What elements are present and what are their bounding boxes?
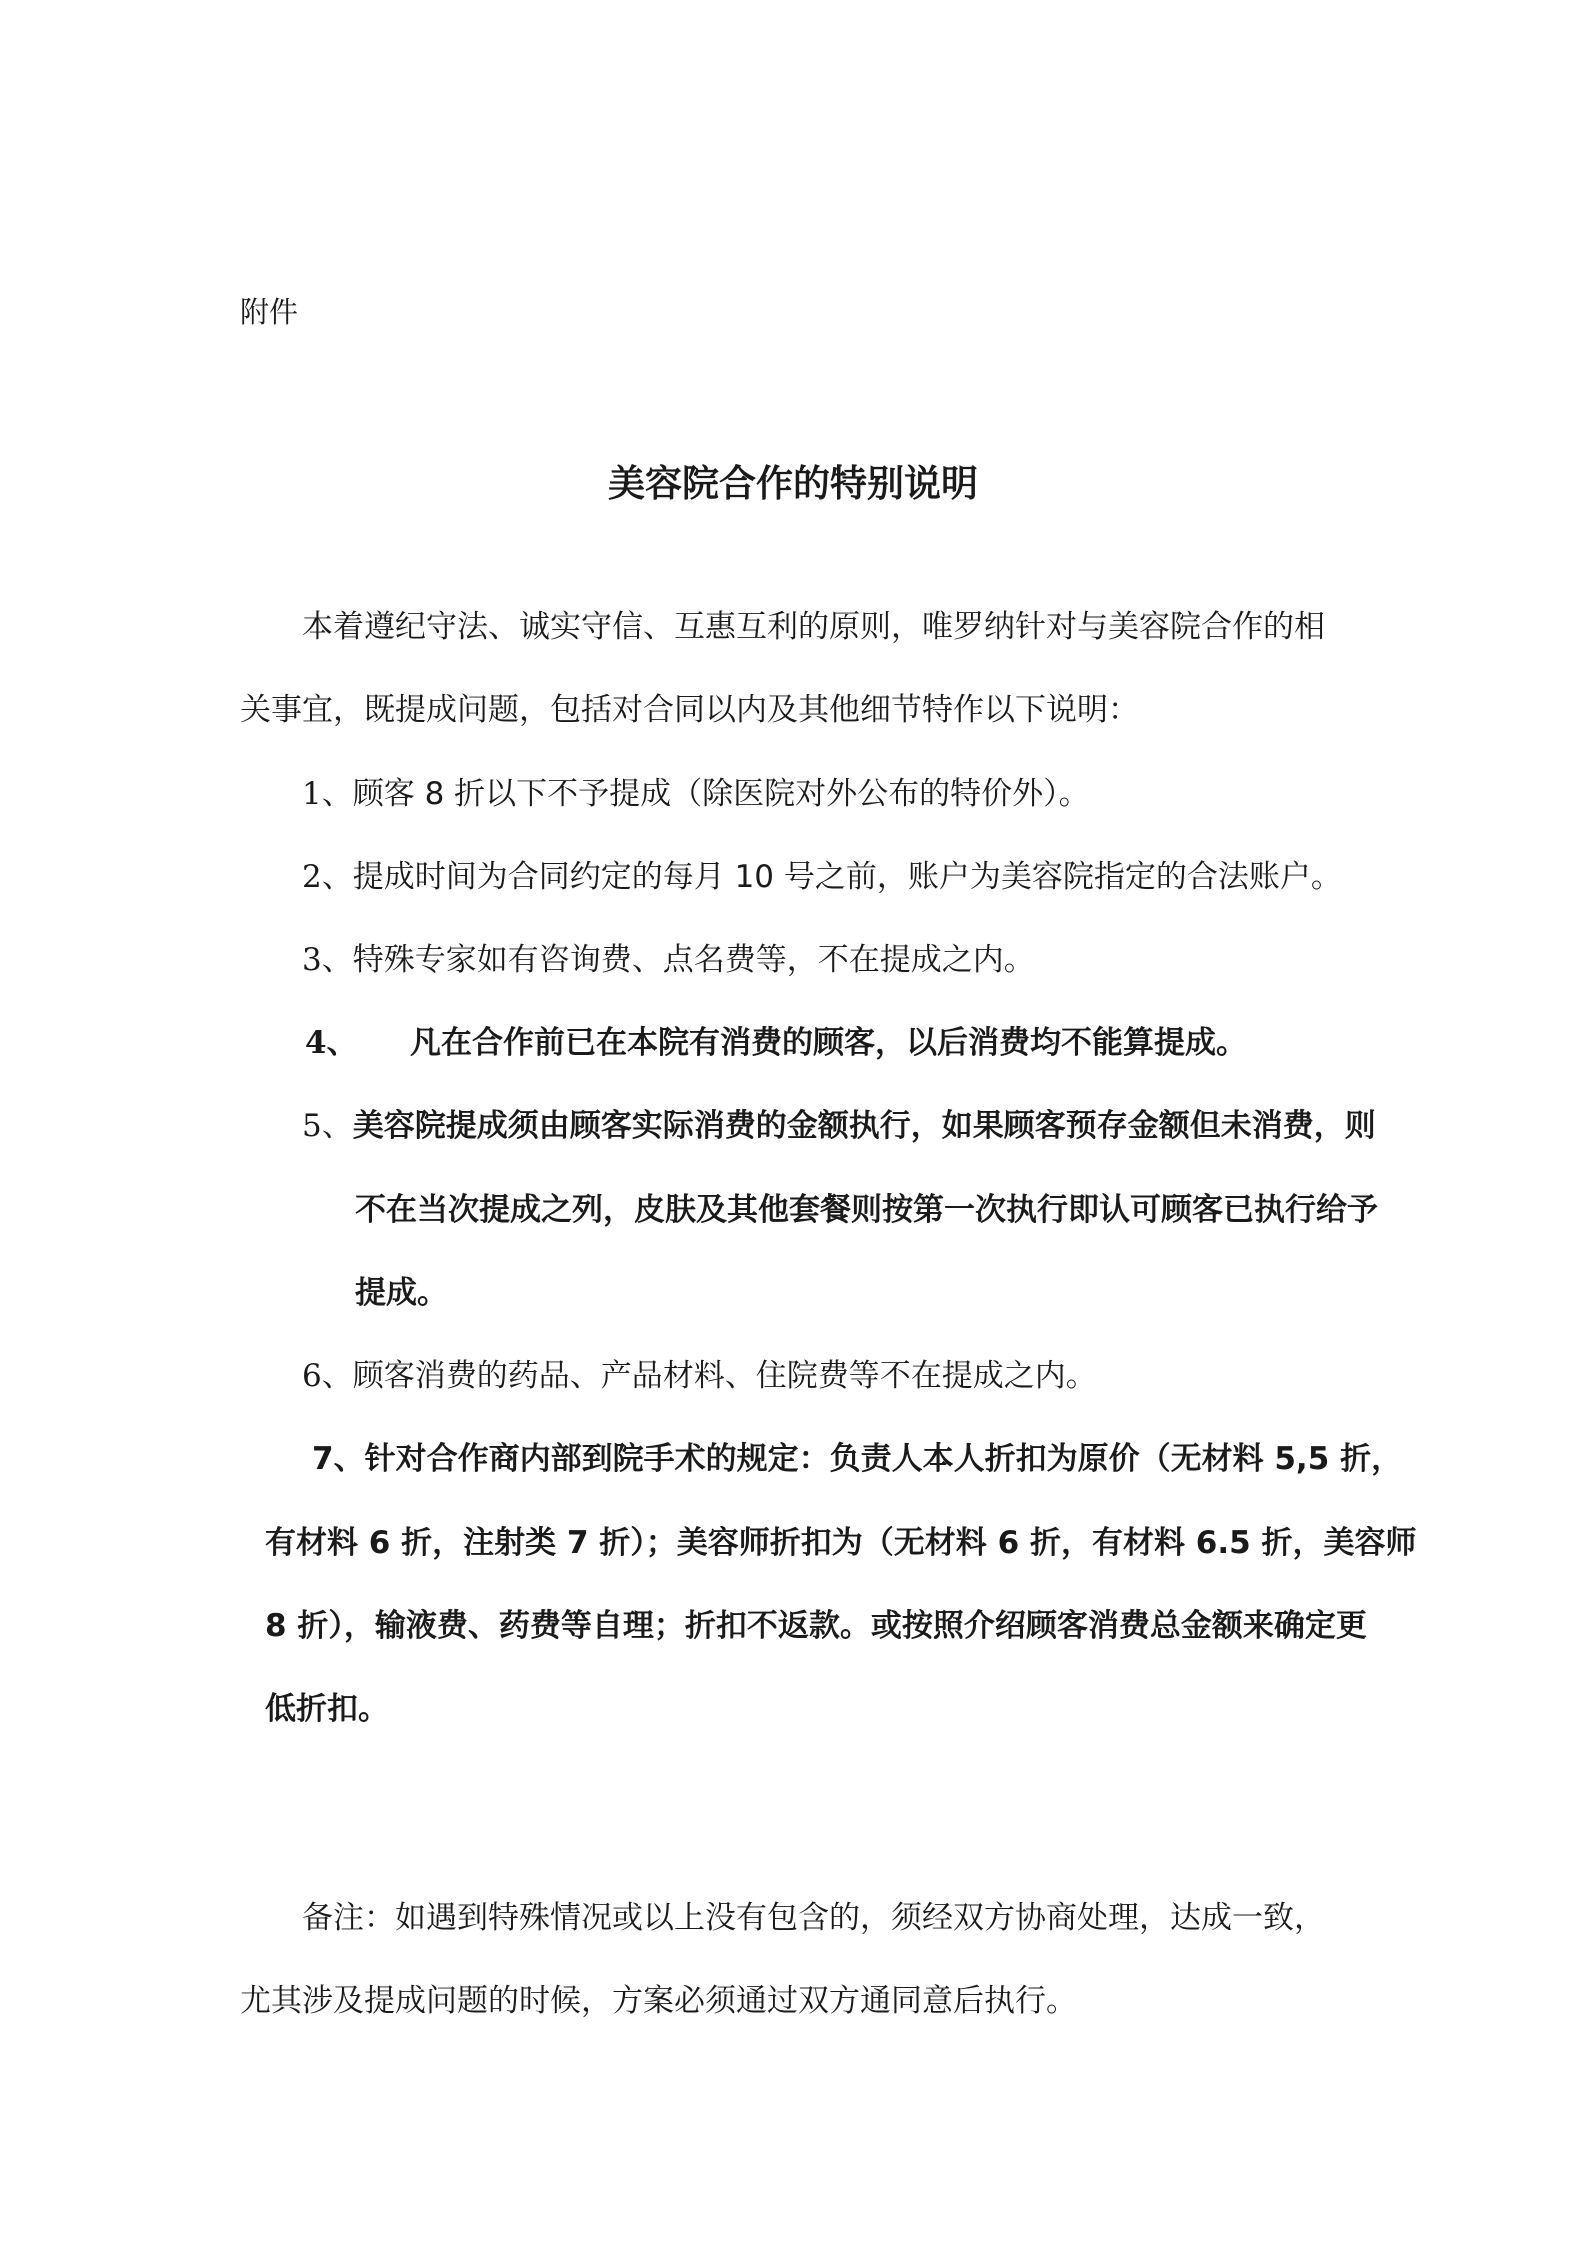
- item-4-number: 4、: [305, 1025, 358, 1061]
- item-7-line-2: 有材料 6 折，注射类 7 折）；美容师折扣为（无材料 6 折，有材料 6.5 折，美容师: [265, 1525, 1417, 1561]
- item-5-line-1: 美容院提成须由顾客实际消费的金额执行，如果顾客预存金额但未消费，则: [352, 1108, 1376, 1144]
- item-3: [302, 940, 1035, 980]
- item-4-text: 凡在合作前已在本院有消费的顾客，以后消费均不能算提成。: [410, 1025, 1247, 1061]
- item-7-line-3: 8 折），输液费、药费等自理；折扣不返款。或按照介绍顾客消费总金额来确定更: [265, 1608, 1367, 1644]
- item-7-line-4: 低折扣。: [265, 1691, 389, 1727]
- note-line-2: 尤其涉及提成问题的时候，方案必须通过双方通同意后执行。: [240, 1983, 1077, 2019]
- item-1-number: 1、: [302, 776, 353, 812]
- item-6: [302, 1356, 1097, 1396]
- item-2-number: 2、: [302, 859, 353, 895]
- attachment-label: 附件: [240, 295, 299, 329]
- item-1: [302, 774, 1090, 814]
- item-2: [302, 857, 1342, 897]
- item-3-number: 3、: [302, 942, 353, 978]
- item-4: [305, 1023, 358, 1063]
- intro-line-2: 关事宜，既提成问题，包括对合同以内及其他细节特作以下说明：: [240, 692, 1139, 728]
- item-5-line-2: 不在当次提成之列，皮肤及其他套餐则按第一次执行即认可顾客已执行给予: [355, 1192, 1378, 1228]
- item-5-line-3: 提成。: [355, 1275, 448, 1311]
- item-6-number: 6、: [302, 1358, 353, 1394]
- item-3-text: 特殊专家如有咨询费、点名费等，不在提成之内。: [352, 942, 1035, 978]
- item-2-text: 提成时间为合同约定的每月 10 号之前，账户为美容院指定的合法账户。: [352, 859, 1342, 895]
- item-5-number: 5、: [302, 1108, 353, 1144]
- item-6-text: 顾客消费的药品、产品材料、住院费等不在提成之内。: [352, 1358, 1097, 1394]
- note-line-1: 备注：如遇到特殊情况或以上没有包含的，须经双方协商处理，达成一致，: [302, 1900, 1325, 1936]
- item-1-text: 顾客 8 折以下不予提成（除医院对外公布的特价外）。: [352, 776, 1090, 812]
- item-7-line-1: 7、针对合作商内部到院手术的规定：负责人本人折扣为原价（无材料 5,5 折，: [312, 1441, 1403, 1477]
- intro-line-1: 本着遵纪守法、诚实守信、互惠互利的原则，唯罗纳针对与美容院合作的相: [302, 609, 1325, 645]
- document-title: 美容院合作的特别说明: [608, 462, 978, 505]
- item-5: [302, 1106, 1376, 1146]
